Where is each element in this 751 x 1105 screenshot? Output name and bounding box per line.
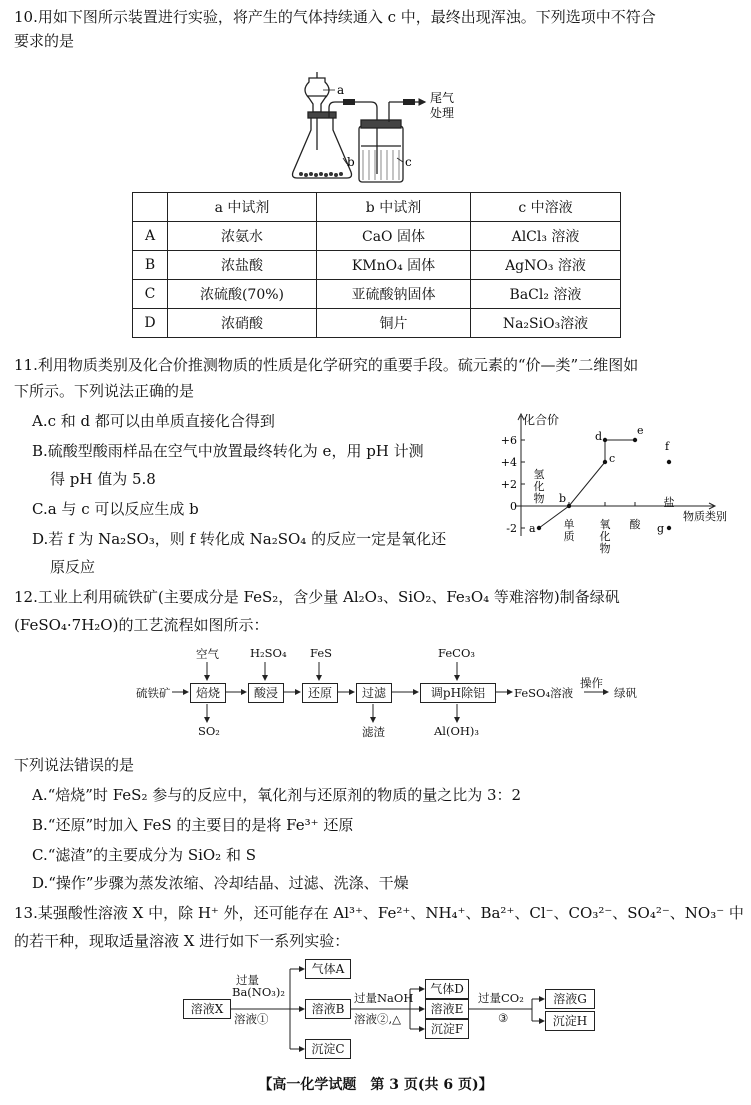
q11-option-b-line2: 得 pH 值为 5.8 [50, 470, 156, 488]
q11-stem-line2: 下所示。下列说法正确的是 [14, 382, 195, 400]
q12-prompt: 下列说法错误的是 [14, 756, 135, 774]
y-tick-label: 0 [510, 500, 517, 513]
table-header-cell: a 中试剂 [168, 193, 317, 222]
flow-step-acid-leach: 酸浸 [248, 683, 284, 703]
table-header-cell [133, 193, 168, 222]
table-cell: Na₂SiO₃溶液 [471, 309, 621, 338]
reagent-1-bottom: 溶液① [234, 1012, 269, 1026]
flow-product: FeSO₄溶液 [514, 686, 574, 700]
reagent-2-bottom: 溶液②,△ [354, 1012, 401, 1026]
prec-f-box: 沉淀F [425, 1019, 469, 1039]
flow-step-reduce: 还原 [302, 683, 338, 703]
flow-output-residue: 滤渣 [362, 725, 385, 739]
q11-option-d-line1: D.若 f 为 Na₂SO₃，则 f 转化成 Na₂SO₄ 的反应一定是氧化还 [32, 530, 447, 548]
point-b [567, 504, 571, 508]
y-tick-label: -2 [506, 522, 517, 535]
gas-apparatus-diagram [285, 64, 465, 189]
flow-step-ph-adjust: 调pH除铝 [420, 683, 496, 703]
tail-gas-label-1: 尾气 [430, 91, 455, 105]
table-row [133, 222, 621, 251]
q12-option-d: D.“操作”步骤为蒸发浓缩、冷却结晶、过滤、洗涤、干燥 [32, 874, 409, 892]
q13-stem-line1: 13.某强酸性溶液 X 中，除 H⁺ 外，还可能存在 Al³⁺、Fe²⁺、NH₄⁺、Ba²⁺、Cl⁻、CO₃²⁻、SO₄²⁻、NO₃⁻ 中 [14, 904, 744, 922]
table-cell: 浓盐酸 [168, 251, 317, 280]
table-header-cell: c 中溶液 [471, 193, 621, 222]
q11-option-a: A.c 和 d 都可以由单质直接化合得到 [32, 412, 275, 430]
reagent-3-top: 过量CO₂ [478, 991, 524, 1005]
y-tick-label: +2 [500, 478, 517, 491]
x-axis-label: 物质类别 [683, 510, 727, 523]
table-row [133, 251, 621, 280]
y-axis-label: 化合价 [523, 413, 560, 427]
table-cell: KMnO₄ 固体 [317, 251, 471, 280]
point-f [667, 460, 671, 464]
table-header-row [133, 193, 621, 222]
reagent-1-top2: Ba(NO₃)₂ [232, 985, 285, 999]
table-cell: 铜片 [317, 309, 471, 338]
point-g [667, 526, 671, 530]
y-tick-label: +6 [500, 434, 517, 447]
q12-stem-line2: (FeSO₄·7H₂O)的工艺流程如图所示： [14, 616, 269, 634]
flow-step-filter: 过滤 [356, 683, 392, 703]
q12-stem-line1: 12.工业上利用硫铁矿(主要成分是 FeS₂，含少量 Al₂O₃、SiO₂、Fe₃O₄ 等难溶物)制备绿矾 [14, 588, 620, 606]
q11-option-b-line1: B.硫酸型酸雨样品在空气中放置最终转化为 e，用 pH 计测 [32, 442, 424, 460]
flow-final-product: 绿矾 [614, 686, 637, 700]
table-cell: B [133, 251, 168, 280]
label-c: c [405, 155, 412, 169]
label-a: a [337, 83, 345, 97]
flow-output-aloh3: Al(OH)₃ [434, 724, 480, 738]
flow-start-label: 硫铁矿 [136, 686, 171, 700]
gas-a-box: 气体A [305, 959, 351, 979]
reagent-table [132, 192, 621, 338]
flow-input-feco3: FeCO₃ [438, 646, 475, 660]
reagent-2-top: 过量NaOH [354, 991, 414, 1005]
table-row [133, 280, 621, 309]
category-label: 氧化物 [599, 518, 611, 555]
table-cell: C [133, 280, 168, 309]
table-cell: D [133, 309, 168, 338]
point-label-g: g [657, 522, 665, 535]
table-cell: 浓硫酸(70%) [168, 280, 317, 309]
flow-input-air: 空气 [196, 647, 219, 661]
point-label-f: f [665, 440, 670, 453]
reagent-1-top1: 过量 [236, 973, 259, 987]
point-label-b: b [559, 492, 567, 505]
flow-output-so2: SO₂ [198, 724, 220, 738]
flow-input-h2so4: H₂SO₄ [250, 646, 287, 660]
category-label: 盐 [663, 496, 675, 509]
y-tick-label: +4 [500, 456, 517, 469]
valence-class-chart [495, 410, 745, 570]
table-cell: 亚硫酸钠固体 [317, 280, 471, 309]
flow-input-fes: FeS [310, 646, 333, 660]
q11-option-c: C.a 与 c 可以反应生成 b [32, 500, 199, 518]
prec-h-box: 沉淀H [545, 1011, 595, 1031]
q12-option-a: A.“焙烧”时 FeS₂ 参与的反应中，氧化剂与还原剂的物质的量之比为 3：2 [32, 786, 522, 804]
prec-c-box: 沉淀C [305, 1039, 351, 1059]
page-footer: 【高一化学试题 第 3 页(共 6 页)】 [258, 1077, 493, 1093]
q11-option-d-line2: 原反应 [50, 558, 96, 576]
tail-gas-label-2: 处理 [430, 106, 455, 120]
point-label-a: a [529, 522, 536, 535]
q10-stem-line2: 要求的是 [14, 32, 75, 50]
label-b: b [347, 155, 355, 169]
category-label: 氢化物 [533, 468, 545, 505]
point-a [537, 526, 541, 530]
table-header-cell: b 中试剂 [317, 193, 471, 222]
point-label-e: e [637, 424, 644, 437]
q10-stem-line1: 10.用如下图所示装置进行实验，将产生的气体持续通入 c 中，最终出现浑浊。下列选项中不符合 [14, 8, 656, 26]
table-cell: 浓硝酸 [168, 309, 317, 338]
point-e [633, 438, 637, 442]
point-c [603, 460, 607, 464]
table-cell: 浓氨水 [168, 222, 317, 251]
table-cell: A [133, 222, 168, 251]
table-cell: AgNO₃ 溶液 [471, 251, 621, 280]
table-cell: BaCl₂ 溶液 [471, 280, 621, 309]
point-d [603, 438, 607, 442]
q13-stem-line2: 的若干种，现取适量溶液 X 进行如下一系列实验： [14, 932, 350, 950]
gas-d-box: 气体D [425, 979, 469, 999]
point-label-d: d [595, 430, 603, 443]
flow-operation: 操作 [580, 676, 603, 690]
q12-option-c: C.“滤渣”的主要成分为 SiO₂ 和 S [32, 846, 257, 864]
table-cell: AlCl₃ 溶液 [471, 222, 621, 251]
table-row [133, 309, 621, 338]
table-cell: CaO 固体 [317, 222, 471, 251]
sol-g-box: 溶液G [545, 989, 595, 1009]
q11-stem-line1: 11.利用物质类别及化合价推测物质的性质是化学研究的重要手段。硫元素的“价—类”二维图如 [14, 356, 639, 374]
category-label: 酸 [629, 518, 641, 531]
flow-step-roast: 焙烧 [190, 683, 226, 703]
sol-b-box: 溶液B [305, 999, 351, 1019]
reagent-3-bottom: ③ [498, 1011, 509, 1025]
sol-e-box: 溶液E [425, 999, 469, 1019]
q12-option-b: B.“还原”时加入 FeS 的主要目的是将 Fe³⁺ 还原 [32, 816, 354, 834]
sol-x-box: 溶液X [183, 999, 231, 1019]
point-label-c: c [609, 452, 616, 465]
category-label: 单质 [563, 518, 575, 543]
